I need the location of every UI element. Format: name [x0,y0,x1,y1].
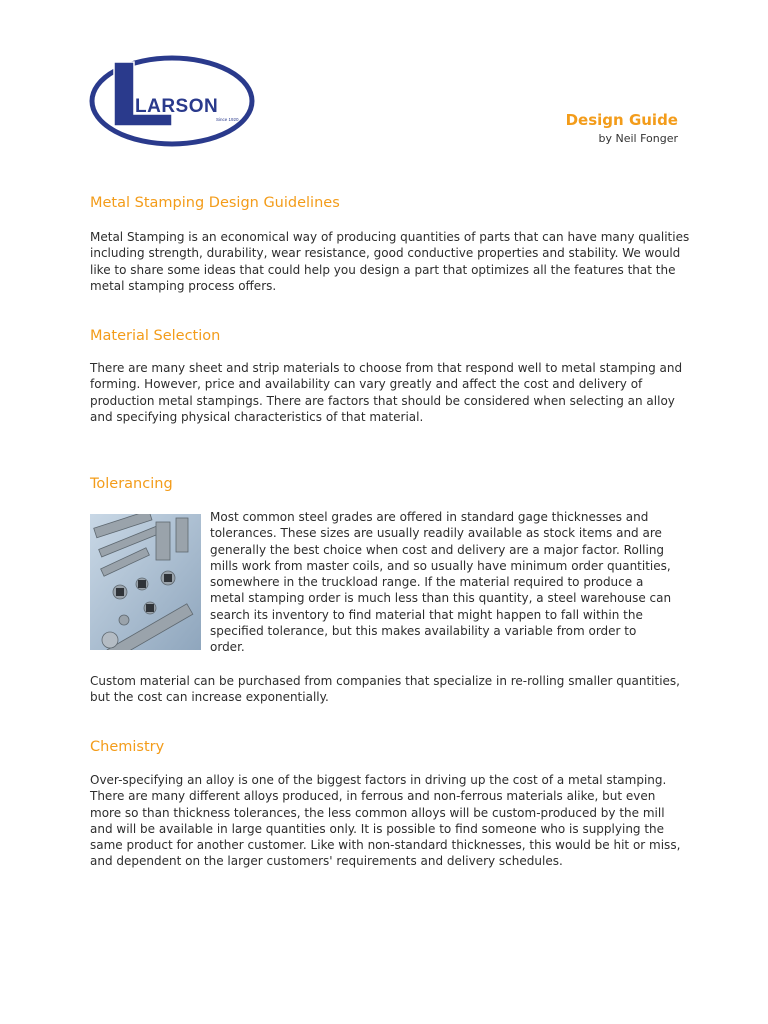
section-heading-chemistry: Chemistry [90,739,165,755]
metal-parts-photo [90,514,201,650]
section-paragraph: Most common steel grades are offered in standard gage thicknesses and tolerances. These sizes are usually readily available as stock items and are generally the best choice when cost and delivery are a major factor. Rolling mills work from master coils, and so usually have minimum order quantities, somewhere in the truckload range. If the material required to produce a metal stamping order is much less than this quantity, a steel warehouse can search its inventory to find material that might happen to fall within the specified tolerance, but this makes availability a variable from order to order. [210,510,672,655]
section-paragraph: Custom material can be purchased from companies that specialize in re-rolling smaller quantities, but the cost can increase exponentially. [90,674,680,705]
section-heading-tolerancing: Tolerancing [90,476,173,492]
section-paragraph: There are many sheet and strip materials to choose from that respond well to metal stamping and forming. However, price and availability can vary greatly and affect the cost and delivery of production metal stampings. There are factors that should be considered when selecting an alloy and specifying physical characteristics of that material. [90,361,683,424]
logo-text: LARSON [135,96,219,117]
section-paragraph: Over-specifying an alloy is one of the biggest factors in driving up the cost of a metal stamping. There are many different alloys produced, in ferrous and non-ferrous materials alike, but even more so than thickness tolerances, the less common alloys will be custom-produced by the mill and will be available in large quantities only. It is possible to find someone who is supplying the same product for another customer. Like with non-standard thicknesses, this would be hit or miss, and dependent on the larger customers' requirements and delivery schedules. [90,773,681,869]
logo-tagline: Since 1920 [216,117,239,122]
larson-logo [88,54,256,148]
section-heading-material-selection: Material Selection [90,328,221,344]
guide-title: Design Guide [565,111,678,129]
guide-author: by Neil Fonger [598,132,678,145]
section-heading-metal-stamping: Metal Stamping Design Guidelines [90,195,340,211]
section-paragraph: Metal Stamping is an economical way of producing quantities of parts that can have many qualities including strength, durability, wear resistance, good conductive properties and stability. We would like to share some ideas that could help you design a part that optimizes all the features that the metal stamping process offers. [90,230,690,293]
guide-header [566,110,678,147]
